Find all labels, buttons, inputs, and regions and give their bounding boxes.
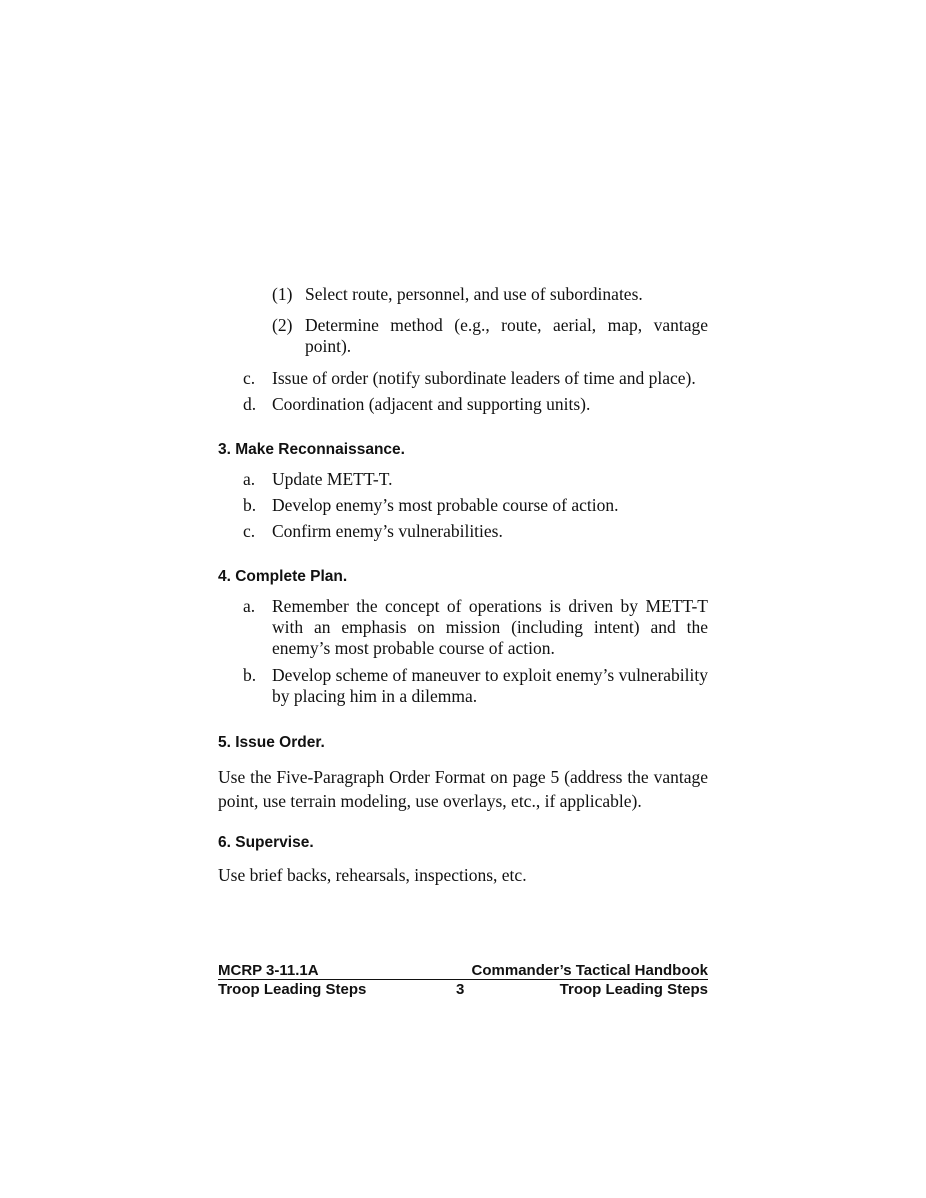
item-label: (1) — [272, 284, 293, 304]
paragraph: Use the Five-Paragraph Order Format on page 5 (address the vantage point, use terrain modeling, use overlays, etc., if applicable). — [218, 767, 708, 811]
list-item — [243, 521, 708, 542]
footer-handbook-title: Commander’s Tactical Handbook — [471, 962, 708, 979]
item-label: d. — [243, 394, 257, 414]
list-item — [243, 368, 708, 389]
footer-right-section: Troop Leading Steps — [559, 981, 708, 998]
list-item — [243, 495, 708, 516]
item-label: (2) — [272, 315, 293, 335]
item-text: Issue of order (notify subordinate leaders of time and place). — [272, 368, 696, 388]
item-label: b. — [243, 495, 257, 515]
item-text: Confirm enemy’s vulnerabilities. — [272, 521, 503, 541]
item-label: b. — [243, 665, 257, 685]
item-text: Develop enemy’s most probable course of action. — [272, 495, 619, 515]
item-text: Coordination (adjacent and supporting units). — [272, 394, 591, 414]
footer-left-section: Troop Leading Steps — [218, 981, 367, 998]
item-text: Update METT-T. — [272, 469, 393, 489]
list-item — [272, 284, 708, 305]
item-text: Determine method (e.g., route, aerial, map, vantage point). — [305, 315, 708, 356]
item-label: c. — [243, 521, 256, 541]
list-item — [272, 315, 708, 357]
section-heading: 6. Supervise. — [218, 834, 314, 851]
list-item — [243, 394, 708, 415]
item-text: Select route, personnel, and use of subordinates. — [305, 284, 643, 304]
list-item — [243, 596, 708, 659]
paragraph: Use brief backs, rehearsals, inspections, etc. — [218, 865, 527, 885]
section-heading: 5. Issue Order. — [218, 734, 325, 751]
footer-rule — [218, 979, 708, 980]
item-label: a. — [243, 596, 256, 616]
page-number: 3 — [456, 981, 465, 998]
section-heading: 4. Complete Plan. — [218, 568, 348, 585]
list-item — [243, 665, 708, 707]
item-label: c. — [243, 368, 256, 388]
section-heading: 3. Make Reconnaissance. — [218, 441, 405, 458]
item-label: a. — [243, 469, 256, 489]
list-item — [243, 469, 708, 490]
footer-doc-id: MCRP 3-11.1A — [218, 962, 319, 979]
item-text: Develop scheme of maneuver to exploit enemy’s vulnerability by placing him in a dilemma. — [272, 665, 708, 706]
item-text: Remember the concept of operations is driven by METT-T with an emphasis on mission (including intent) and the enemy’s most probable course of action. — [272, 596, 708, 658]
